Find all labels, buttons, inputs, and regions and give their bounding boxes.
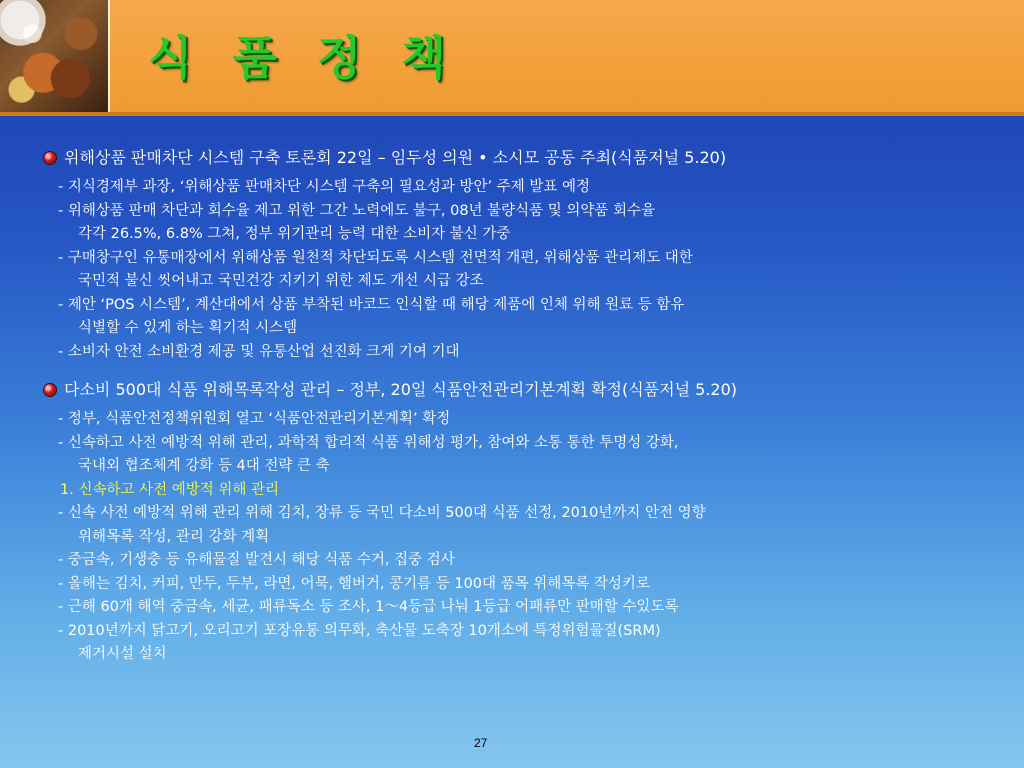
red-sphere-bullet-icon xyxy=(44,152,56,164)
list-item-continued: 국내외 협조체계 강화 등 4대 전략 큰 축 xyxy=(78,458,330,474)
section2-heading-text: 다소비 500대 식품 위해목록작성 관리 – 정부, 20일 식품안전관리기본계획 확정(식품저널 5.20) xyxy=(64,380,738,399)
header-bar xyxy=(0,0,1024,116)
list-item: - 근해 60개 해역 중금속, 세균, 패류독소 등 조사, 1～4등급 나눠 1등급 어패류만 판매할 수있도록 xyxy=(58,599,679,615)
page-number: 27 xyxy=(474,736,488,750)
list-item: - 2010년까지 닭고기, 오리고기 포장유통 의무화, 축산물 도축장 10개소에 특정위험물질(SRM) xyxy=(58,622,661,639)
list-item-continued: 각각 26.5%, 6.8% 그쳐, 정부 위기관리 능력 대한 소비자 불신 가중 xyxy=(78,226,511,242)
list-item: - 중금속, 기생충 등 유해물질 발견시 해당 식품 수거, 집중 검사 xyxy=(58,552,455,568)
list-item: - 올해는 김치, 커피, 만두, 두부, 라면, 어묵, 햄버거, 콩기름 등 100대 품목 위해목록 작성키로 xyxy=(58,575,650,592)
list-item: - 정부, 식품안전정책위원회 열고 ‘식품안전관리기본계획’ 확정 xyxy=(58,411,451,427)
list-item: - 소비자 안전 소비환경 제공 및 유통산업 선진화 크게 기여 기대 xyxy=(58,343,460,360)
section1-heading-text: 위해상품 판매차단 시스템 구축 토론회 22일 – 임두성 의원 • 소시모 공동 주최(식품저널 5.20) xyxy=(64,148,727,167)
food-photo xyxy=(0,0,110,112)
section1-heading xyxy=(44,146,994,170)
list-item: - 위해상품 판매 차단과 회수율 제고 위한 그간 노력에도 불구, 08년 불량식품 및 의약품 회수율 xyxy=(58,202,656,219)
list-item: - 신속 사전 예방적 위해 관리 위해 김치, 장류 등 국민 다소비 500대 식품 선정, 2010년까지 안전 영향 xyxy=(58,505,706,521)
list-item-continued: 국민적 불신 씻어내고 국민건강 지키기 위한 제도 개선 시급 강조 xyxy=(78,273,484,289)
section2-heading xyxy=(44,378,994,402)
list-item-continued: 제거시설 설치 xyxy=(78,646,167,662)
red-sphere-bullet-icon xyxy=(44,384,56,396)
list-item-continued: 위해목록 작성, 관리 강화 계획 xyxy=(78,528,270,545)
numbered-subheading: 1. 신속하고 사전 예방적 위해 관리 xyxy=(60,481,279,498)
list-item: - 구매창구인 유통매장에서 위해상품 원천적 차단되도록 시스템 전면적 개편, 위해상품 관리제도 대한 xyxy=(58,249,693,266)
list-item: - 제안 ‘POS 시스템’, 계산대에서 상품 부착된 바코드 인식할 때 해당 제품에 인체 위해 원료 등 함유 xyxy=(58,296,685,313)
list-item: - 신속하고 사전 예방적 위해 관리, 과학적 합리적 식품 위해성 평가, 참여와 소통 통한 투명성 강화, xyxy=(58,434,679,451)
slide-content xyxy=(44,146,994,667)
list-item: - 지식경제부 과장, ‘위해상품 판매차단 시스템 구축의 필요성과 방안’ 주제 발표 예정 xyxy=(58,179,590,195)
list-item-continued: 식별할 수 있게 하는 획기적 시스템 xyxy=(78,320,298,336)
slide-title: 식 품 정 책 xyxy=(148,31,458,85)
plate-image xyxy=(0,0,50,50)
